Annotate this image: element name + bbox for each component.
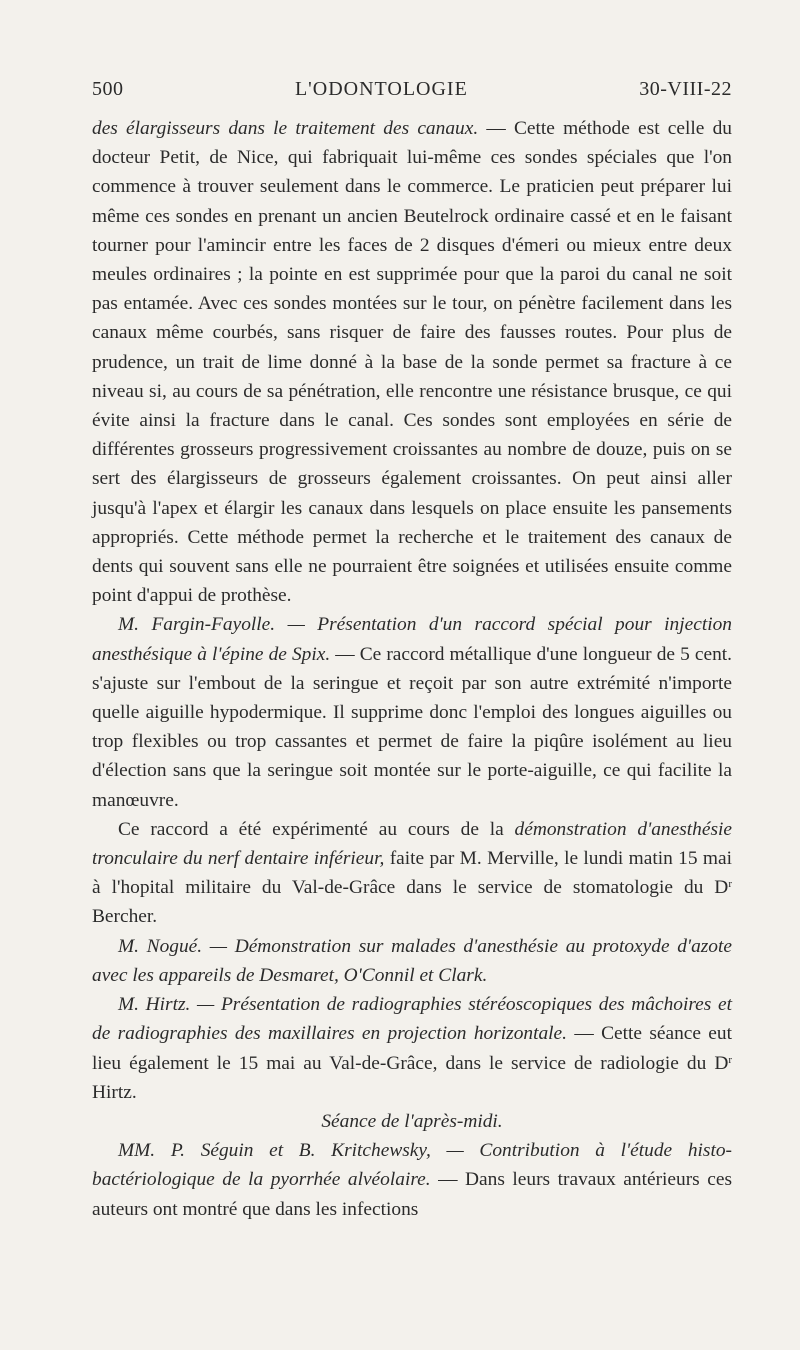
p1-text: — Cette méthode est celle du docteur Petit, de Nice, qui fabriquait lui-même ces sondes spéciales que l'on commence à trouver seulement dans le commerce. Le praticien peut préparer lui même ces sondes en prenant un ancien Beutelrock ordinaire cassé et en le faisant tourner pour l'amincir entre les faces de 2 disques d'émeri ou mieux entre deux meules ordinaires ; la pointe en est supprimée pour que la paroi du canal ne soit pas entamée. Avec ces sondes montées sur le tour, on pénètre facilement dans les canaux même courbés, sans risquer de faire des fausses routes. Pour plus de prudence, un trait de lime donné à la base de la sonde permet sa fracture à ce niveau si, au cours de sa pénétration, elle rencontre une résistance brusque, ce qui évite ainsi la fracture dans le canal. Ces sondes sont employées en série de différentes grosseurs progressivement croissantes au nombre de douze, puis on se sert des élargisseurs de grosseurs également croissantes. On peut ainsi aller jusqu'à l'apex et élargir les canaux dans lesquels on place ensuite les pansements appropriés. Cette méthode permet la recherche et le traitement des canaux de dents qui souvent sans elle ne pourraient être soignées et utilisées ensuite comme point d'appui de prothèse.: [92, 118, 732, 607]
paragraph-3: [92, 815, 732, 932]
paragraph-7: [92, 1136, 732, 1224]
issue-date: 30-VIII-22: [639, 78, 732, 100]
body-text: [92, 114, 732, 1224]
p7-text: — Dans leurs travaux antérieurs ces auteurs ont montré que dans les infections: [92, 1169, 732, 1220]
p2-italic: M. Fargin-Fayolle. — Présentation d'un raccord spécial pour injection anesthésique à l'épine de Spix.: [92, 614, 732, 665]
section-heading: [92, 1107, 732, 1136]
running-header: [92, 78, 732, 101]
p3-text-1: Ce raccord a été expérimenté au cours de la: [118, 818, 515, 840]
p3-text-2: faite par M. Merville, le lundi matin 15 mai à l'hopital militaire du Val-de-Grâce dans le service de stomatologie du D: [92, 848, 732, 899]
p1-italic: des élargisseurs dans le traitement des canaux.: [92, 118, 479, 139]
p4-italic: M. Nogué. — Démonstration sur malades d'anesthésie au protoxyde d'azote avec les appareils de Desmaret, O'Connil et Clark.: [92, 935, 732, 986]
p5-italic: M. Hirtz. — Présentation de radiographies stéréoscopiques des mâchoires et de radiographies des maxillaires en projection horizontale.: [92, 994, 732, 1045]
p5-superscript: r: [728, 1053, 732, 1066]
page-number: 500: [92, 78, 124, 100]
journal-title: L'ODONTOLOGIE: [294, 78, 468, 100]
p3-italic: démonstration d'anesthésie tronculaire du nerf dentaire inférieur,: [92, 818, 732, 870]
section-heading-text: Séance de l'après-midi.: [321, 1110, 503, 1132]
p3-superscript: r: [728, 878, 732, 891]
p5-text-1: — Cette séance eut lieu également le 15 mai au Val-de-Grâce, dans le service de radiologie du D: [92, 1023, 732, 1074]
p7-italic: MM. P. Séguin et B. Kritchewsky, — Contribution à l'étude histo-bactériologique de la pyorrhée alvéolaire.: [92, 1140, 732, 1191]
paragraph-2: [92, 610, 732, 814]
paragraph-5: [92, 990, 732, 1107]
p5-text-2: Hirtz.: [92, 1081, 137, 1103]
p2-text: — Ce raccord métallique d'une longueur de 5 cent. s'ajuste sur l'embout de la seringue et reçoit par son autre extrémité n'importe quelle aiguille hypodermique. Il supprime donc l'emploi des longues aiguilles ou trop flexibles ou trop cassantes et permet de faire la piqûre isolément au lieu d'élection sans que la seringue soit montée sur le porte-aiguille, ce qui facilite la manœuvre.: [92, 643, 732, 811]
p3-text-3: Bercher.: [92, 906, 158, 928]
paragraph-1: [92, 114, 732, 610]
paragraph-4: [92, 932, 732, 990]
